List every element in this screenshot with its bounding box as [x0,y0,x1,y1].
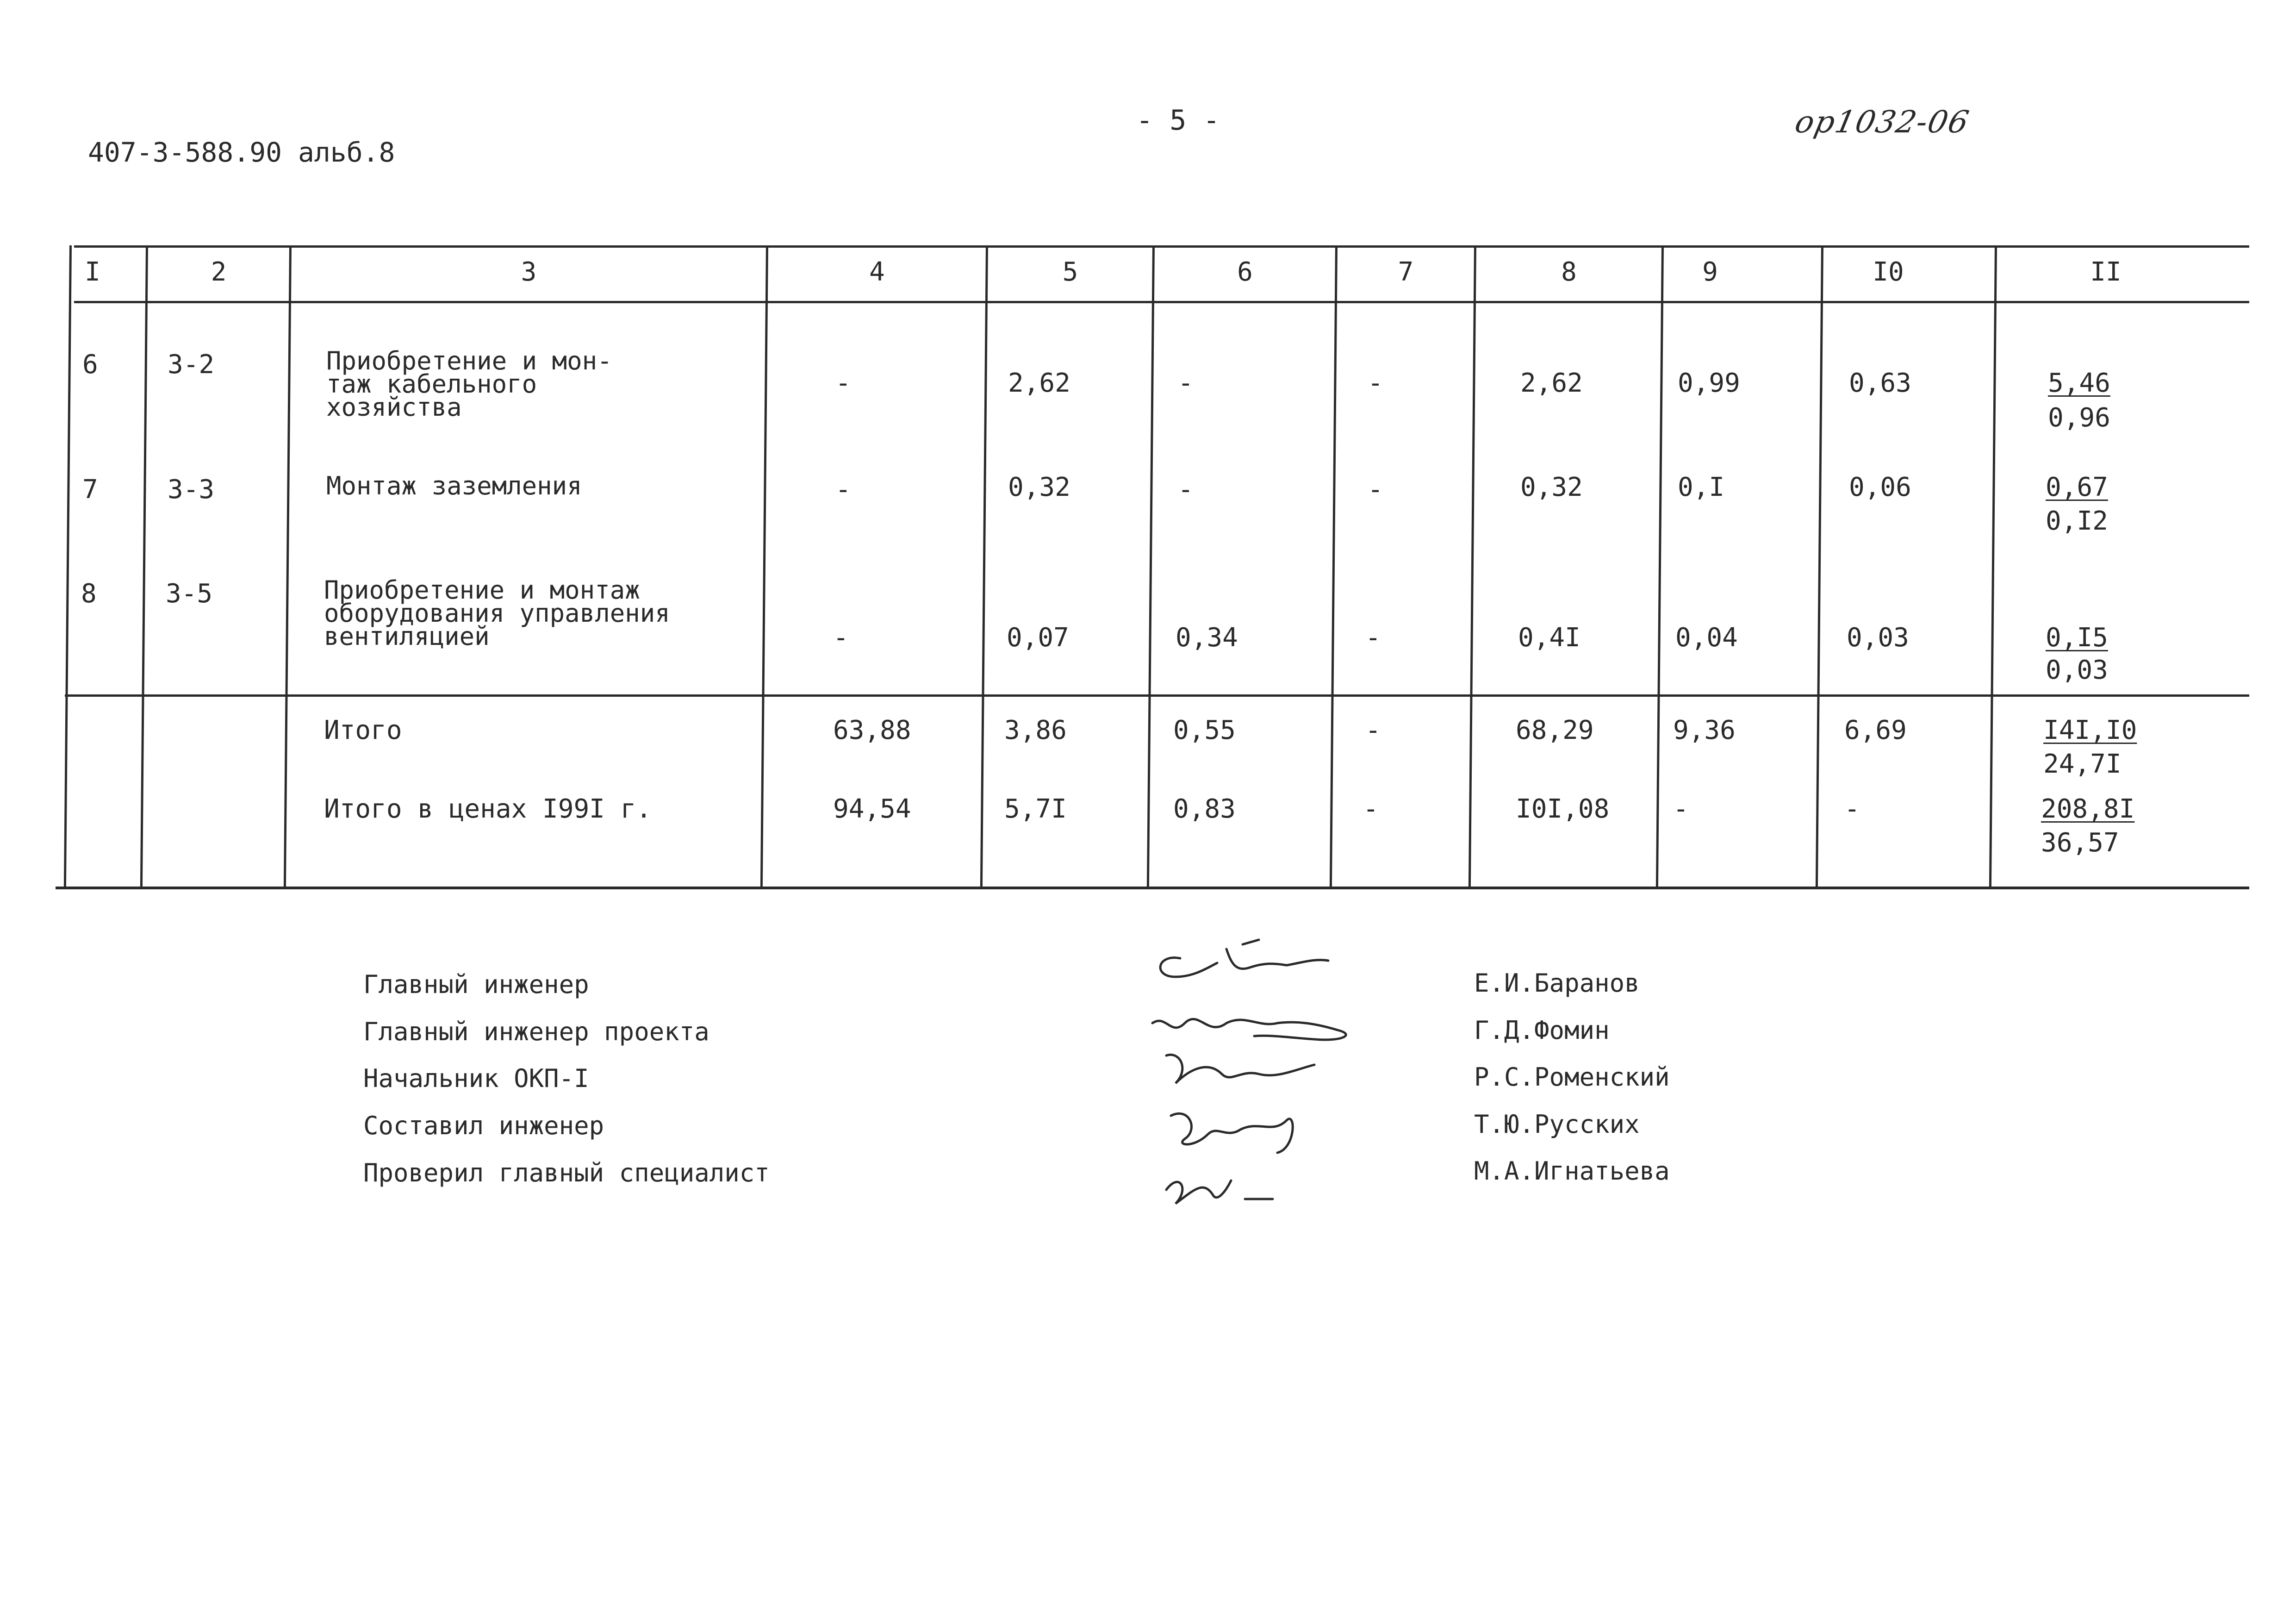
signature-name: Т.Ю.Русских [1474,1110,1640,1139]
handwritten-signatures [1139,931,1398,1218]
row-col11-top: 5,46 [2048,368,2110,398]
row-col10: 0,06 [1849,472,1911,502]
table-bottom-border [56,887,2249,889]
row-col6: - [1178,368,1194,398]
totals-col4: 63,88 [833,715,911,745]
row-col11-top: 0,I5 [2046,623,2108,653]
col-header-3: 3 [521,257,537,287]
page-number: - 5 - [1136,104,1220,137]
col-header-9: 9 [1702,257,1718,287]
totals-1991-col11-bottom: 36,57 [2041,828,2119,858]
col-header-7: 7 [1398,257,1414,287]
col-border-5 [1147,245,1155,889]
signature-name: М.А.Игнатьева [1474,1156,1670,1186]
row-col10: 0,03 [1847,623,1909,653]
row-col6: 0,34 [1176,623,1238,653]
totals-col11-bottom: 24,7I [2043,749,2122,779]
row-col5: 0,32 [1008,472,1070,502]
signature-name: Г.Д.Фомин [1474,1016,1610,1045]
row-col7: - [1368,368,1383,398]
row-description: Монтаж заземления [326,471,582,500]
totals-1991-col5: 5,7I [1004,794,1067,824]
header-bottom-border [74,301,2249,303]
row-col8: 2,62 [1520,368,1583,398]
totals-1991-col6: 0,83 [1173,794,1236,824]
row-description: Приобретение и монтаж оборудования управления вентиляцией [324,575,670,651]
row-col4: - [835,368,851,398]
totals-1991-col4: 94,54 [833,794,911,824]
row-code: 3-5 [166,579,213,609]
col-border-1 [140,245,148,889]
row-col6: - [1178,475,1194,505]
row-col7: - [1365,623,1381,653]
row-col7: - [1368,475,1383,505]
totals-col11-top: I4I,I0 [2043,715,2137,745]
row-col11-bottom: 0,I2 [2046,506,2108,536]
signature-role: Проверил главный специалист [363,1158,770,1187]
row-col8: 0,32 [1520,472,1583,502]
totals-col5: 3,86 [1004,715,1067,745]
row-code: 3-2 [168,350,215,380]
row-number: 7 [82,475,98,505]
totals-1991-col9: - [1673,794,1689,824]
totals-label: Итого [324,715,402,745]
signature-role: Главный инженер проекта [363,1017,709,1046]
row-col5: 2,62 [1008,368,1070,398]
row-col5: 0,07 [1007,623,1069,653]
col-header-2: 2 [211,257,227,287]
totals-col10: 6,69 [1844,715,1907,745]
col-header-5: 5 [1062,257,1078,287]
col-border-4 [980,245,988,889]
signature-role: Начальник ОКП-I [363,1064,589,1093]
col-border-3 [760,245,768,889]
col-border-2 [284,245,292,889]
row-col9: 0,99 [1678,368,1740,398]
row-col9: 0,04 [1675,623,1738,653]
totals-1991-col7: - [1363,794,1379,824]
row-col11-top: 0,67 [2046,472,2108,502]
totals-1991-col11-top: 208,8I [2041,794,2135,824]
col-border-8 [1656,245,1664,889]
row-code: 3-3 [168,475,215,505]
totals-col7: - [1365,715,1381,745]
col-header-10: I0 [1873,257,1904,287]
col-border-7 [1468,245,1476,889]
totals-col9: 9,36 [1673,715,1736,745]
row-description: Приобретение и мон- таж кабельного хозяйства [326,346,612,422]
row-col4: - [833,623,849,653]
totals-1991-col10: - [1844,794,1860,824]
row-col10: 0,63 [1849,368,1911,398]
row-number: 6 [82,350,98,380]
totals-col8: 68,29 [1516,715,1594,745]
document-code: 407-3-588.90 альб.8 [88,137,395,168]
row-col4: - [835,475,851,505]
col-header-6: 6 [1237,257,1253,287]
col-border-0 [64,245,72,889]
archive-stamp: ор1032-06 [1792,104,1973,140]
table-top-border [74,245,2249,248]
row-number: 8 [81,579,97,609]
signature-name: Е.И.Баранов [1474,968,1640,998]
row-col9: 0,I [1678,472,1725,502]
col-header-1: I [85,257,100,287]
rows-bottom-border [65,694,2249,697]
row-col8: 0,4I [1518,623,1580,653]
totals-1991-label: Итого в ценах I99I г. [324,794,652,824]
row-col11-bottom: 0,03 [2046,655,2108,685]
signature-role: Главный инженер [363,970,589,999]
col-header-11: II [2090,257,2122,287]
col-header-8: 8 [1561,257,1577,287]
signature-name: Р.С.Роменский [1474,1062,1670,1092]
signature-role: Составил инженер [363,1111,604,1140]
totals-col6: 0,55 [1173,715,1236,745]
row-col11-bottom: 0,96 [2048,403,2110,433]
totals-1991-col8: I0I,08 [1516,794,1610,824]
col-border-10 [1989,245,1997,889]
col-border-6 [1330,245,1338,889]
col-border-9 [1816,245,1823,889]
col-header-4: 4 [869,257,885,287]
